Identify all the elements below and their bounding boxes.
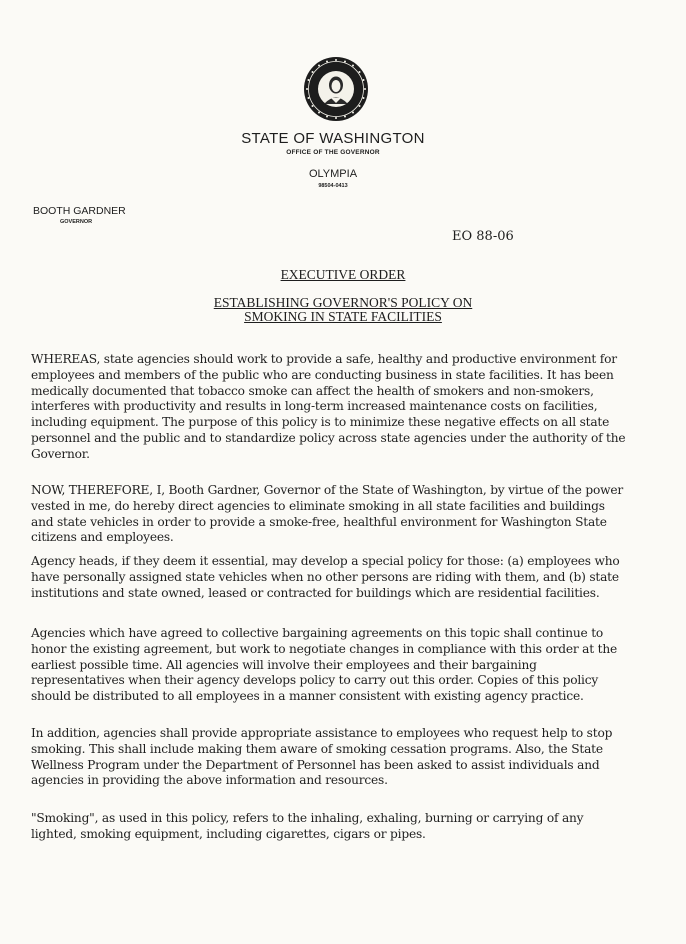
- letterhead-city: OLYMPIA: [308, 168, 358, 180]
- state-seal-logo: [303, 56, 369, 122]
- letterhead-state: STATE OF WASHINGTON: [241, 130, 425, 147]
- subject-line-2: SMOKING IN STATE FACILITIES: [244, 309, 442, 324]
- therefore-paragraph: NOW, THEREFORE, I, Booth Gardner, Governor of the State of Washington, by virtue of the power vested in me, do hereby direct agencies to eliminate smoking in all state facilities and buildings and state vehicles in order to provide a smoke-free, healthful environment for Washington State citizens and employees.: [31, 483, 623, 545]
- letterhead-office: OFFICE OF THE GOVERNOR: [286, 149, 380, 156]
- letterhead-zip: 98504-0413: [318, 183, 348, 189]
- bargaining-paragraph: Agencies which have agreed to collective bargaining agreements on this topic shall continue to honor the existing agreement, but work to negotiate changes in compliance with this order at the earliest possible time. All agencies will involve their employees and their bargaining representatives when their agency develops policy to carry out this order. Copies of this policy should be distributed to all employees in a manner consistent with existing agency practice.: [31, 626, 617, 704]
- governor-name: BOOTH GARDNER: [33, 205, 126, 217]
- order-number: EO 88-06: [452, 229, 514, 244]
- subject-line-1: ESTABLISHING GOVERNOR'S POLICY ON: [213, 295, 473, 310]
- governor-title: GOVERNOR: [60, 219, 93, 225]
- agency-heads-paragraph: Agency heads, if they deem it essential, may develop a special policy for those: (a) employees who have personally assigned state vehicles when no other persons are riding with them, and (b) state institutions and state owned, leased or contracted for buildings which are residential facilities.: [31, 554, 620, 600]
- document-type-title: EXECUTIVE ORDER: [280, 267, 406, 282]
- whereas-paragraph: WHEREAS, state agencies should work to provide a safe, healthy and productive environment for employees and members of the public who are conducting business in state facilities. It has been medically documented that tobacco smoke can affect the health of smokers and non-smokers, interferes with productivity and results in long-term increased maintenance costs on facilities, including equipment. The purpose of this policy is to minimize these negative effects on all state personnel and the public and to standardize policy across state agencies under the authority of the Governor.: [31, 352, 626, 461]
- definition-paragraph: "Smoking", as used in this policy, refers to the inhaling, exhaling, burning or carrying of any lighted, smoking equipment, including cigarettes, cigars or pipes.: [31, 811, 584, 841]
- assistance-paragraph: In addition, agencies shall provide appropriate assistance to employees who request help to stop smoking. This shall include making them aware of smoking cessation programs. Also, the State Wellness Program under the Department of Personnel has been asked to assist individuals and agencies in providing the above information and resources.: [31, 726, 613, 788]
- document-subject: [0, 296, 686, 324]
